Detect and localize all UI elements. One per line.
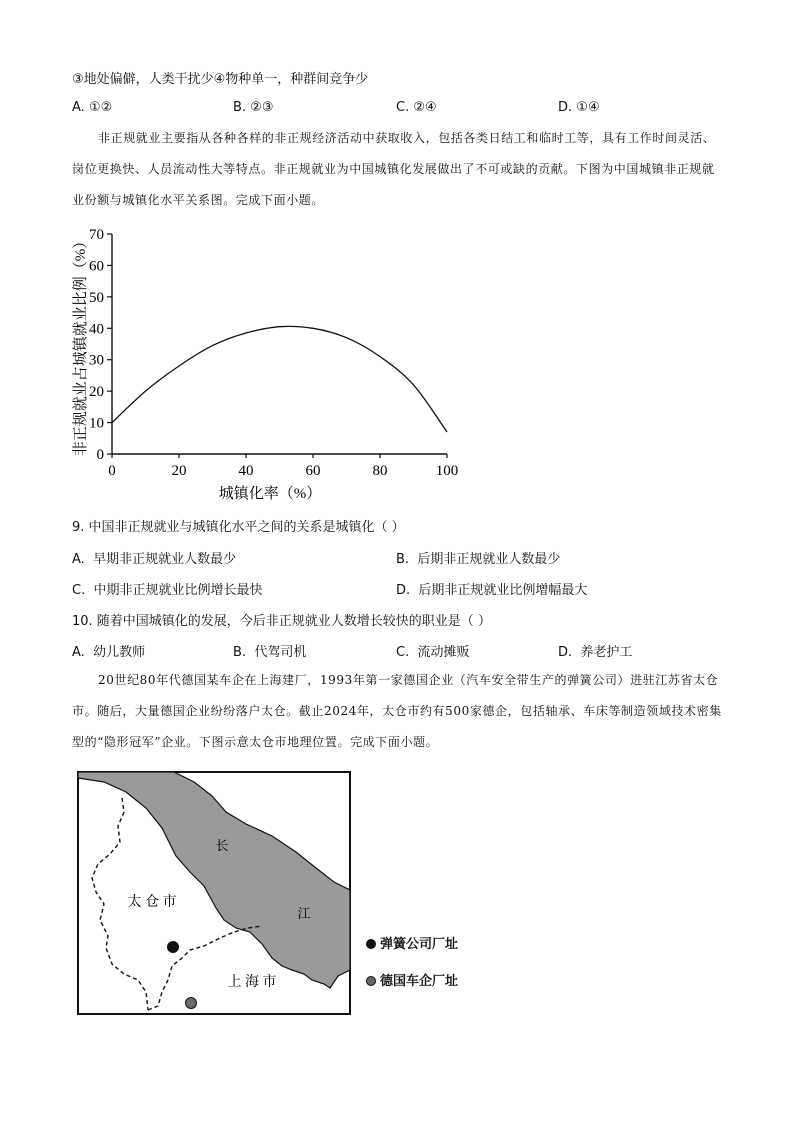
prev-option-d[interactable] — [558, 100, 600, 115]
y-tick-label: 70 — [89, 227, 104, 243]
q9-option-b[interactable] — [396, 548, 560, 567]
y-axis-label: 非正规就业占城镇就业比例（%） — [73, 233, 89, 457]
option-text: 后期非正规就业比例增幅最大 — [418, 583, 588, 598]
legend-item-car — [366, 970, 458, 989]
spring-company-site-dot — [167, 941, 179, 953]
taicang-location-map — [76, 770, 352, 1016]
y-tick-label: 0 — [96, 447, 104, 463]
chart-axes — [112, 234, 447, 454]
y-tick-label: 30 — [89, 352, 104, 369]
y-tick-label: 10 — [89, 415, 104, 432]
gray-dot-icon — [366, 976, 376, 986]
option-letter: A. — [72, 552, 85, 567]
chart-ticks — [89, 227, 458, 479]
city-label-shanghai: 上 海 市 — [227, 975, 277, 990]
option-letter: A. — [72, 100, 85, 115]
x-axis-label: 城镇化率（%） — [218, 486, 322, 502]
option-letter: D. — [396, 583, 411, 598]
river-label-jiang: 江 — [297, 906, 311, 921]
q10-option-a[interactable] — [72, 641, 145, 660]
y-tick-label: 40 — [89, 321, 104, 338]
q9-option-c[interactable] — [72, 579, 263, 598]
option-letter: C. — [72, 583, 86, 598]
prev-question-continuation: ③地处偏僻，人类干扰少④物种单一，种群间竞争少 — [72, 72, 369, 87]
y-tick-label: 20 — [89, 384, 104, 401]
prev-option-b[interactable] — [233, 100, 274, 115]
option-letter: B. — [233, 100, 247, 115]
option-letter: C. — [396, 645, 410, 660]
passage-taicang: 20世纪80年代德国某车企在上海建厂，1993年第一家德国企业（汽车安全带生产的弹簧公司）进驻江苏省太仓市。随后，大量德国企业纷纷落户太仓。截止2024年，太仓市约有500家德企，包括轴承、车床等制造领域技术密集型的“隐形冠军”企业。下图示意太仓市地理位置。完成下面小题。 — [72, 673, 722, 749]
x-tick-label: 60 — [305, 463, 321, 479]
option-text: ①④ — [576, 100, 600, 115]
option-text: 代驾司机 — [254, 645, 307, 660]
x-tick-label: 80 — [372, 463, 388, 479]
option-text: ①② — [88, 100, 113, 115]
option-letter: D. — [558, 100, 573, 115]
y-tick-label: 60 — [89, 258, 104, 275]
option-text: ②③ — [250, 100, 274, 115]
q9-option-d[interactable] — [396, 579, 587, 598]
option-text: 幼儿教师 — [93, 645, 146, 660]
legend-label: 德国车企厂址 — [380, 974, 459, 989]
option-text: 后期非正规就业人数最少 — [417, 552, 561, 567]
black-dot-icon — [366, 939, 376, 949]
q10-option-b[interactable] — [233, 641, 306, 660]
option-letter: A. — [72, 645, 85, 660]
legend-item-spring — [366, 933, 458, 952]
option-letter: C. — [396, 100, 410, 115]
prev-option-a[interactable] — [72, 100, 112, 115]
legend-label: 弹簧公司厂址 — [380, 937, 459, 952]
option-text: 中期非正规就业比例增长最快 — [93, 583, 263, 598]
prev-option-c[interactable] — [396, 100, 437, 115]
q9-option-a[interactable] — [72, 548, 236, 567]
river-label-chang: 长 — [215, 838, 229, 853]
option-letter: B. — [396, 552, 410, 567]
x-tick-label: 40 — [238, 463, 254, 479]
option-text: 流动摊贩 — [417, 645, 470, 660]
option-text: 养老护工 — [580, 645, 633, 660]
passage-informal-employment: 非正规就业主要指从各种各样的非正规经济活动中获取收入，包括各类日结工和临时工等，具有工作时间灵活、岗位更换快、人员流动性大等特点。非正规就业为中国城镇化发展做出了不可或缺的贡献。下图为中国城镇非正规就业份额与城镇化水平关系图。完成下面小题。 — [72, 131, 716, 207]
option-letter: B. — [233, 645, 247, 660]
x-tick-label: 20 — [171, 463, 187, 479]
series-line — [112, 326, 447, 432]
q10-option-d[interactable] — [558, 641, 632, 660]
q10-option-c[interactable] — [396, 641, 470, 660]
y-tick-label: 50 — [89, 289, 104, 306]
x-tick-label: 0 — [108, 463, 116, 479]
x-tick-label: 100 — [435, 463, 459, 479]
q9-stem: 9. 中国非正规就业与城镇化水平之间的关系是城镇化（ ） — [72, 520, 405, 535]
informal-employment-chart — [60, 222, 480, 512]
city-label-taicang: 太 仓 市 — [127, 895, 177, 910]
car-company-site-dot — [186, 998, 197, 1009]
q10-stem: 10. 随着中国城镇化的发展，今后非正规就业人数增长较快的职业是（ ） — [72, 614, 491, 629]
option-text: 早期非正规就业人数最少 — [93, 552, 237, 567]
option-text: ②④ — [413, 100, 437, 115]
option-letter: D. — [558, 645, 573, 660]
